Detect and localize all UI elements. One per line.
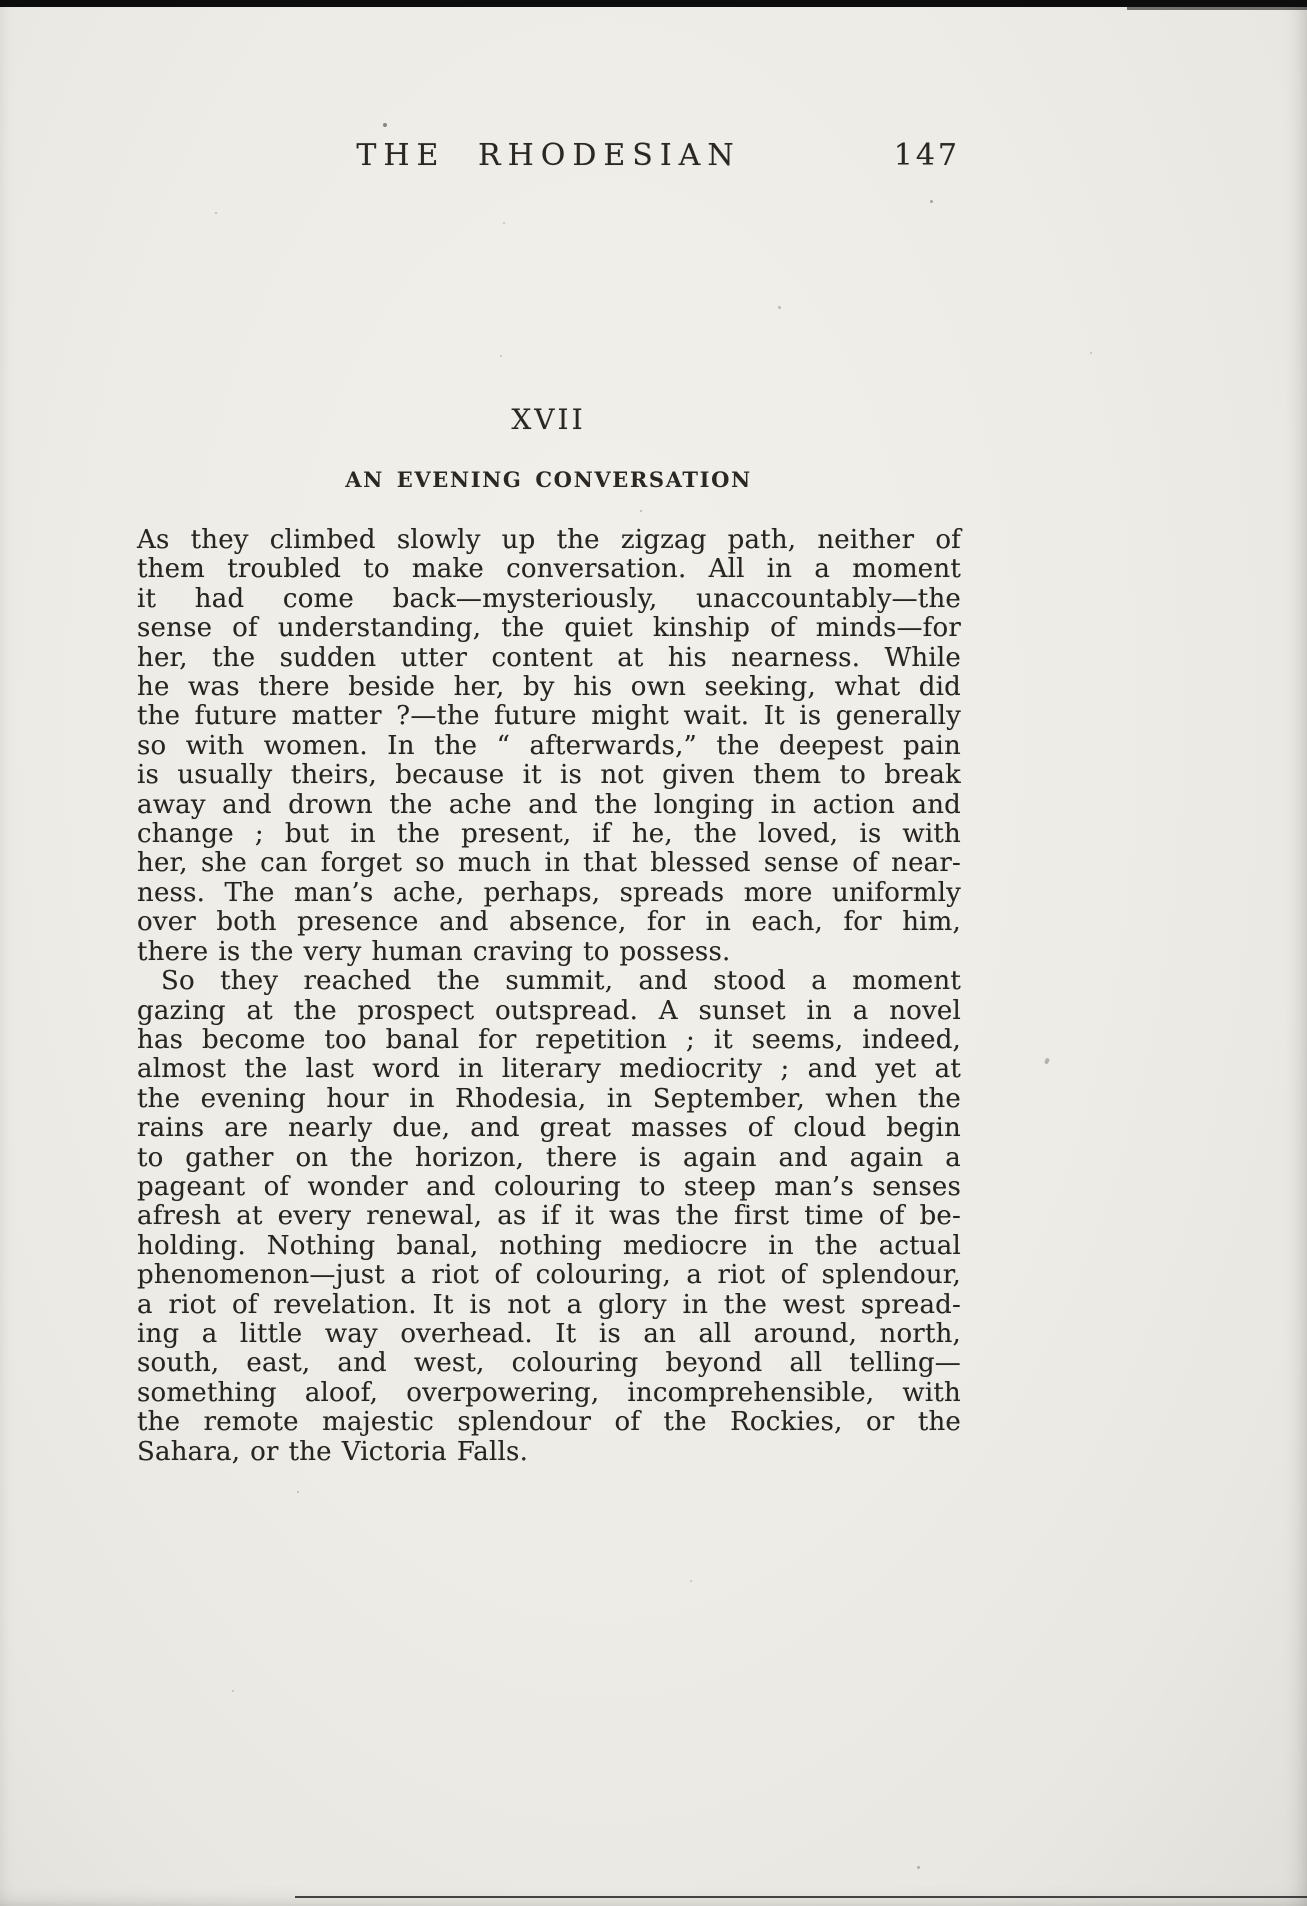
text-line: a riot of revelation. It is not a glory in the west spread- [137,1289,961,1320]
text-line: over both presence and absence, for in each, for him, [137,907,961,938]
text-line: them troubled to make conversation. All in a moment [137,554,961,585]
scan-edge-top [0,0,1307,7]
scan-speck [778,306,781,309]
scan-speck [500,355,502,357]
text-line: phenomenon—just a riot of colouring, a riot of splendour, [137,1260,961,1291]
paragraph-2 [137,967,961,1467]
text-line: away and drown the ache and the longing in action and [137,789,961,820]
text-line: there is the very human craving to possess. [137,936,731,967]
text-line: gazing at the prospect outspread. A sunset in a novel [137,995,961,1026]
scan-speck [503,222,505,224]
text-line: her, the sudden utter content at his nearness. While [137,642,961,673]
body-text [137,526,961,1467]
text-line: almost the last word in literary mediocrity ; and yet at [137,1054,961,1085]
scan-speck [1090,352,1092,354]
text-line: he was there beside her, by his own seeking, what did [137,672,961,703]
scan-speck [917,1866,920,1869]
scan-speck [232,1690,234,1692]
text-line: is usually theirs, because it is not given them to break [137,760,961,791]
text-line: Sahara, or the Victoria Falls. [137,1436,529,1467]
text-line: the evening hour in Rhodesia, in September, when the [137,1083,961,1114]
scan-edge-bottom [295,1896,1307,1898]
scan-speck [1044,1057,1050,1064]
running-title: THE RHODESIAN [356,138,741,173]
scan-speck [930,200,933,203]
text-line: it had come back—mysteriously, unaccountably—the [137,583,961,614]
scan-speck [690,1580,692,1582]
chapter-subtitle: AN EVENING CONVERSATION [345,467,752,492]
text-line: her, she can forget so much in that blessed sense of near- [137,848,961,879]
text-line: ness. The man’s ache, perhaps, spreads more uniformly [137,877,961,908]
text-line: has become too banal for repetition ; it seems, indeed, [137,1024,961,1055]
text-line: the future matter ?—the future might wait. It is generally [137,701,961,732]
scan-speck [383,123,387,127]
text-line: holding. Nothing banal, nothing mediocre in the actual [137,1230,961,1261]
text-line: ing a little way overhead. It is an all around, north, [137,1318,961,1349]
text-line: As they climbed slowly up the zigzag path, neither of [137,525,961,555]
text-line: afresh at every renewal, as if it was the first time of be- [137,1201,961,1232]
text-line: pageant of wonder and colouring to steep man’s senses [137,1171,961,1202]
text-line: rains are nearly due, and great masses of cloud begin [137,1113,961,1144]
text-line: sense of understanding, the quiet kinship of minds—for [137,613,961,644]
scan-speck [640,510,642,512]
scan-speck [297,1491,299,1493]
text-line: so with women. In the “ afterwards,” the deepest pain [137,730,961,761]
text-line: south, east, and west, colouring beyond all telling— [137,1348,961,1379]
text-line: the remote majestic splendour of the Rockies, or the [137,1407,961,1438]
text-line: to gather on the horizon, there is again and again a [137,1142,961,1173]
text-line: something aloof, overpowering, incomprehensible, with [137,1377,961,1408]
page-number: 147 [893,138,960,173]
text-line: change ; but in the present, if he, the loved, is with [137,819,961,850]
paragraph-1 [137,526,961,967]
chapter-number: XVII [511,403,586,436]
text-line: So they reached the summit, and stood a moment [161,966,961,997]
scan-speck [215,212,217,214]
